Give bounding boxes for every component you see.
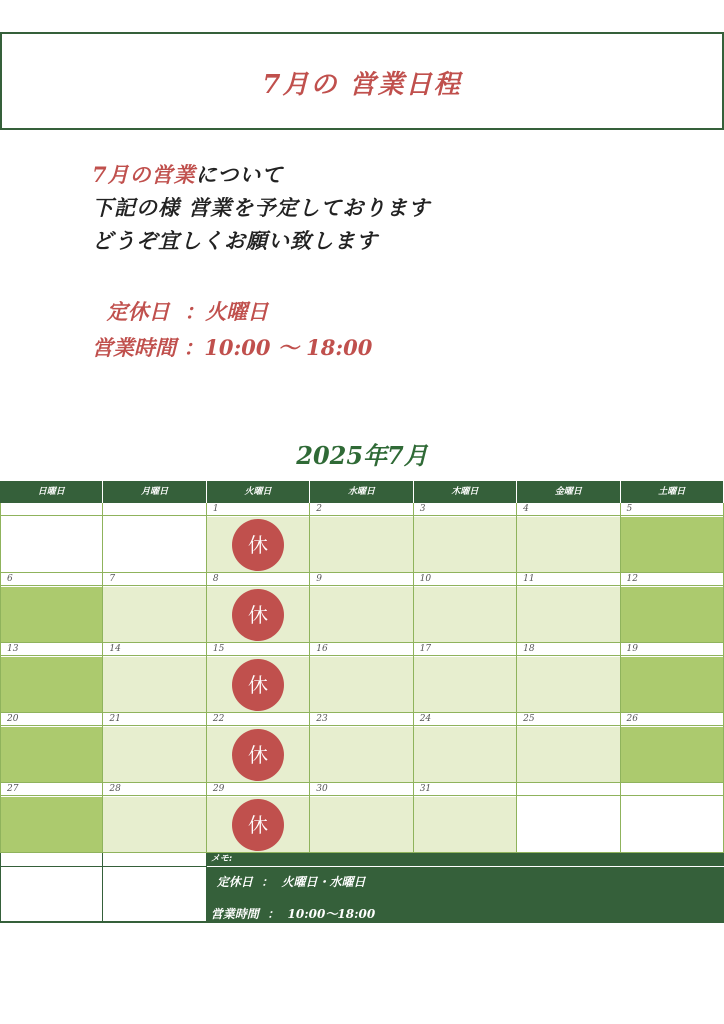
day-number: 28 [103, 783, 205, 796]
calendar-day [207, 713, 310, 783]
day-body [621, 517, 723, 572]
calendar-day [0, 503, 103, 573]
weekday-header [0, 481, 724, 503]
weekday-header-cell: 木曜日 [414, 481, 517, 503]
calendar-week [0, 573, 724, 643]
weekday-header-cell: 水曜日 [310, 481, 413, 503]
day-number: 25 [517, 713, 619, 726]
calendar-day [621, 713, 724, 783]
calendar-week [0, 783, 724, 853]
day-number: 8 [207, 573, 309, 586]
day-number: 2 [310, 503, 412, 516]
closed-day-badge: 休 [232, 659, 284, 711]
calendar-day [414, 643, 517, 713]
calendar-day [0, 783, 103, 853]
day-number [103, 503, 205, 516]
intro-line-3: どうぞ宜しくお願い致します [92, 228, 378, 253]
day-number: 1 [207, 503, 309, 516]
calendar-day [414, 503, 517, 573]
intro-highlight: 7月の営業 [92, 162, 196, 187]
calendar-day [207, 503, 310, 573]
calendar-day [310, 503, 413, 573]
day-number: 16 [310, 643, 412, 656]
calendar-day [0, 713, 103, 783]
intro-line-2: 下記の様 営業を予定しております [92, 195, 431, 220]
weekday-header-cell: 日曜日 [0, 481, 103, 503]
day-body [103, 517, 205, 572]
day-number: 17 [414, 643, 516, 656]
day-number: 9 [310, 573, 412, 586]
day-body [207, 657, 309, 712]
day-number: 27 [1, 783, 102, 796]
day-body [414, 587, 516, 642]
day-number: 6 [1, 573, 102, 586]
day-body [621, 797, 723, 852]
day-number: 5 [621, 503, 723, 516]
calendar-day [621, 503, 724, 573]
day-body [207, 797, 309, 852]
day-number: 23 [310, 713, 412, 726]
day-body [310, 797, 412, 852]
weekday-header-cell: 月曜日 [103, 481, 206, 503]
calendar-day [517, 643, 620, 713]
day-number: 22 [207, 713, 309, 726]
calendar [0, 481, 724, 923]
memo-label: メモ: [210, 854, 233, 864]
weekday-header-cell: 金曜日 [517, 481, 620, 503]
calendar-day [517, 573, 620, 643]
memo-box [207, 853, 724, 923]
memo-blank-cell [103, 853, 206, 923]
day-body [414, 727, 516, 782]
day-body [310, 657, 412, 712]
calendar-day [207, 643, 310, 713]
closed-day-info: 定休日 ：火曜日 [92, 299, 269, 324]
calendar-day [103, 713, 206, 783]
day-body [517, 517, 619, 572]
day-body [103, 657, 205, 712]
day-number: 11 [517, 573, 619, 586]
day-body [414, 797, 516, 852]
weekday-header-cell: 火曜日 [207, 481, 310, 503]
day-number: 18 [517, 643, 619, 656]
calendar-day [517, 783, 620, 853]
calendar-day [103, 643, 206, 713]
page-title: 7月の 営業日程 [262, 70, 462, 100]
calendar-day [310, 713, 413, 783]
calendar-day [310, 573, 413, 643]
closed-day-badge: 休 [232, 519, 284, 571]
memo-row [0, 853, 724, 923]
intro-line-1-rest: について [195, 162, 284, 187]
day-number: 4 [517, 503, 619, 516]
closed-day-badge: 休 [232, 799, 284, 851]
day-number: 7 [103, 573, 205, 586]
intro-line-1 [92, 158, 430, 191]
closed-day-badge: 休 [232, 729, 284, 781]
calendar-week [0, 643, 724, 713]
day-body [1, 727, 102, 782]
calendar-day [621, 573, 724, 643]
business-hours [92, 294, 372, 366]
day-number [1, 503, 102, 516]
day-number: 3 [414, 503, 516, 516]
day-number: 29 [207, 783, 309, 796]
day-body [517, 797, 619, 852]
day-body [414, 517, 516, 572]
day-body [310, 517, 412, 572]
day-body [1, 797, 102, 852]
memo-blank-cell [0, 853, 103, 923]
day-number: 30 [310, 783, 412, 796]
calendar-day [517, 713, 620, 783]
day-body [103, 727, 205, 782]
day-body [1, 657, 102, 712]
calendar-day [207, 573, 310, 643]
day-body [621, 657, 723, 712]
calendar-day [414, 713, 517, 783]
calendar-day [414, 573, 517, 643]
day-body [517, 587, 619, 642]
calendar-day [621, 783, 724, 853]
day-number [621, 783, 723, 796]
calendar-week [0, 713, 724, 783]
calendar-weeks [0, 503, 724, 853]
day-number: 15 [207, 643, 309, 656]
title-box [0, 32, 724, 130]
day-body [621, 727, 723, 782]
calendar-day [414, 783, 517, 853]
day-body [310, 587, 412, 642]
intro-text [92, 158, 430, 257]
calendar-day [207, 783, 310, 853]
memo-closed-days: 定休日 ： 火曜日・水曜日 [216, 875, 366, 889]
calendar-week [0, 503, 724, 573]
calendar-day [517, 503, 620, 573]
day-body [621, 587, 723, 642]
day-body [310, 727, 412, 782]
day-body [207, 587, 309, 642]
day-number [517, 783, 619, 796]
calendar-day [103, 783, 206, 853]
calendar-day [103, 503, 206, 573]
day-number: 24 [414, 713, 516, 726]
day-body [517, 727, 619, 782]
calendar-title: 2025年7月 [296, 441, 428, 470]
calendar-day [310, 783, 413, 853]
day-number: 14 [103, 643, 205, 656]
calendar-day [310, 643, 413, 713]
calendar-day [621, 643, 724, 713]
day-number: 21 [103, 713, 205, 726]
day-number: 31 [414, 783, 516, 796]
day-number: 10 [414, 573, 516, 586]
day-number: 20 [1, 713, 102, 726]
day-number: 26 [621, 713, 723, 726]
day-number: 12 [621, 573, 723, 586]
memo-business-hours: 営業時間 ： 10:00〜18:00 [210, 907, 376, 921]
day-body [1, 587, 102, 642]
day-body [207, 517, 309, 572]
calendar-day [0, 573, 103, 643]
opening-hours-info: 営業時間 ：10:00 〜 18:00 [92, 335, 373, 360]
day-body [517, 657, 619, 712]
calendar-day [103, 573, 206, 643]
day-number: 19 [621, 643, 723, 656]
day-body [1, 517, 102, 572]
weekday-header-cell: 土曜日 [621, 481, 724, 503]
day-body [103, 587, 205, 642]
day-body [103, 797, 205, 852]
day-body [207, 727, 309, 782]
day-number: 13 [1, 643, 102, 656]
day-body [414, 657, 516, 712]
closed-day-badge: 休 [232, 589, 284, 641]
calendar-day [0, 643, 103, 713]
